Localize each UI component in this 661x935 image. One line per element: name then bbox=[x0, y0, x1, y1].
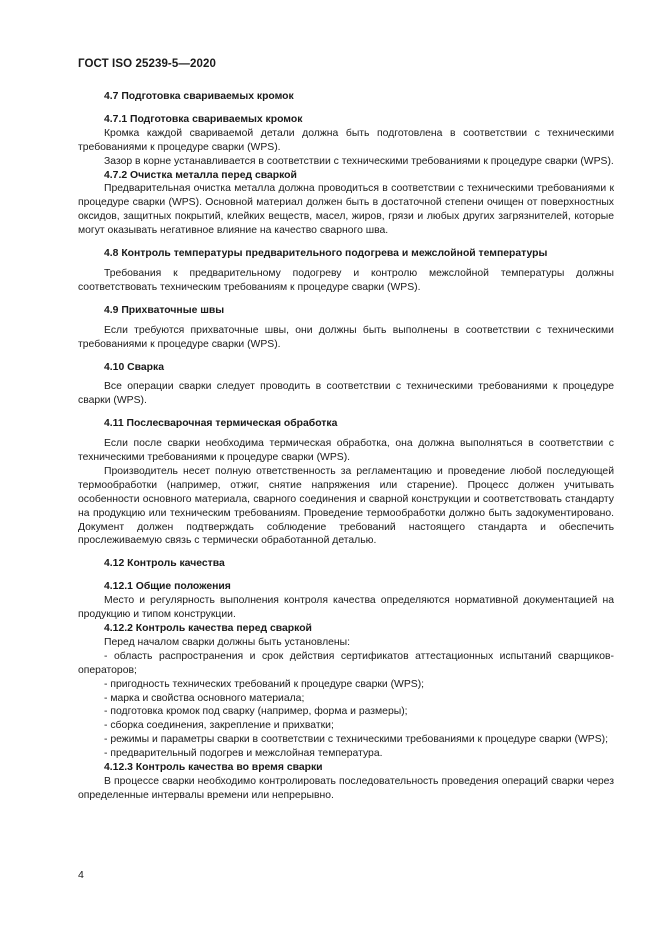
paragraph: Перед началом сварки должны быть установлены: bbox=[104, 636, 351, 648]
page-number: 4 bbox=[78, 869, 84, 881]
section-4-9-heading: 4.9 Прихваточные швы bbox=[104, 304, 225, 316]
paragraph: Кромка каждой свариваемой детали должна быть подготовлена в соответствии с техническими требованиями к процедуре сварки (WPS). bbox=[78, 127, 614, 153]
section-4-12-2-heading: 4.12.2 Контроль качества перед сваркой bbox=[104, 623, 312, 634]
section-4-12-3-heading: 4.12.3 Контроль качества во время сварки bbox=[104, 762, 323, 774]
section-4-7-2-heading: 4.7.2 Очистка металла перед сваркой bbox=[104, 169, 297, 181]
paragraph: Все операции сварки следует проводить в соответствии с техническими требованиями к процедуре сварки (WPS). bbox=[78, 381, 614, 407]
section-4-7-heading: 4.7 Подготовка свариваемых кромок bbox=[104, 91, 294, 102]
document-body bbox=[78, 90, 614, 803]
section-4-8-heading: 4.8 Контроль температуры предварительного подогрева и межслойной температуры bbox=[104, 248, 548, 260]
list-item: - пригодность технических требований к процедуре сварки (WPS); bbox=[104, 678, 425, 690]
section-4-10-heading: 4.10 Сварка bbox=[104, 361, 164, 373]
list-item: - сборка соединения, закрепление и прихватки; bbox=[104, 720, 334, 732]
paragraph: Если после сварки необходима термическая обработка, она должна выполняться в соответствии с техническими требованиями к процедуре сварки (WPS). bbox=[78, 438, 614, 464]
paragraph: Производитель несет полную ответственность за регламентацию и проведение любой последующей термообработки (например, отжиг, снятие напряжения или старение). Процесс должен учитывать особенности основного материала, сварного соединения и сварной конструкции и соответствовать стандарту на продукцию или техническим требованиям. Проведение термообработки должно быть задокументировано. Документ должен подтверждать соблюдение требований настоящего стандарта и обеспечить прослеживаемую связь с термически обработанной деталью. bbox=[78, 465, 614, 547]
list-item: - предварительный подогрев и межслойная температура. bbox=[104, 748, 383, 760]
list-item: - марка и свойства основного материала; bbox=[104, 692, 305, 704]
section-4-12-1-heading: 4.12.1 Общие положения bbox=[104, 581, 231, 593]
paragraph: Зазор в корне устанавливается в соответствии с техническими требованиями к процедуре сварки (WPS). bbox=[104, 155, 614, 167]
paragraph: Требования к предварительному подогреву и контролю межслойной температуры должны соответствовать техническим требованиям к процедуре сварки (WPS). bbox=[78, 267, 614, 293]
paragraph: Предварительная очистка металла должна проводиться в соответствии с техническими требованиями к процедуре сварки (WPS). Основной материал должен быть в достаточной степени очищен от поверхностных оксидов, защитных покрытий, клейких веществ, масел, жиров, грязи и любых других загрязнителей, которые могут оказывать негативное влияние на качество сварного шва. bbox=[78, 183, 614, 237]
section-4-7-1-heading: 4.7.1 Подготовка свариваемых кромок bbox=[104, 113, 303, 125]
section-4-12-heading: 4.12 Контроль качества bbox=[104, 558, 225, 570]
section-4-11-heading: 4.11 Послесварочная термическая обработка bbox=[104, 418, 338, 430]
list-item: - область распространения и срок действия сертификатов аттестационных испытаний сварщиков-операторов; bbox=[78, 650, 614, 676]
paragraph: В процессе сварки необходимо контролировать последовательность проведения операций сварки через определенные интервалы времени или непрерывно. bbox=[78, 775, 614, 801]
list-item: - режимы и параметры сварки в соответствии с техническими требованиями к процедуре сварки (WPS); bbox=[104, 734, 608, 746]
paragraph: Если требуются прихваточные швы, они должны быть выполнены в соответствии с техническими требованиями к процедуре сварки (WPS). bbox=[78, 324, 614, 350]
document-id-header: ГОСТ ISO 25239-5—2020 bbox=[78, 58, 216, 70]
list-item: - подготовка кромок под сварку (например, форма и размеры); bbox=[104, 706, 408, 718]
paragraph: Место и регулярность выполнения контроля качества определяются нормативной документацией на продукцию и типом конструкции. bbox=[78, 595, 614, 621]
